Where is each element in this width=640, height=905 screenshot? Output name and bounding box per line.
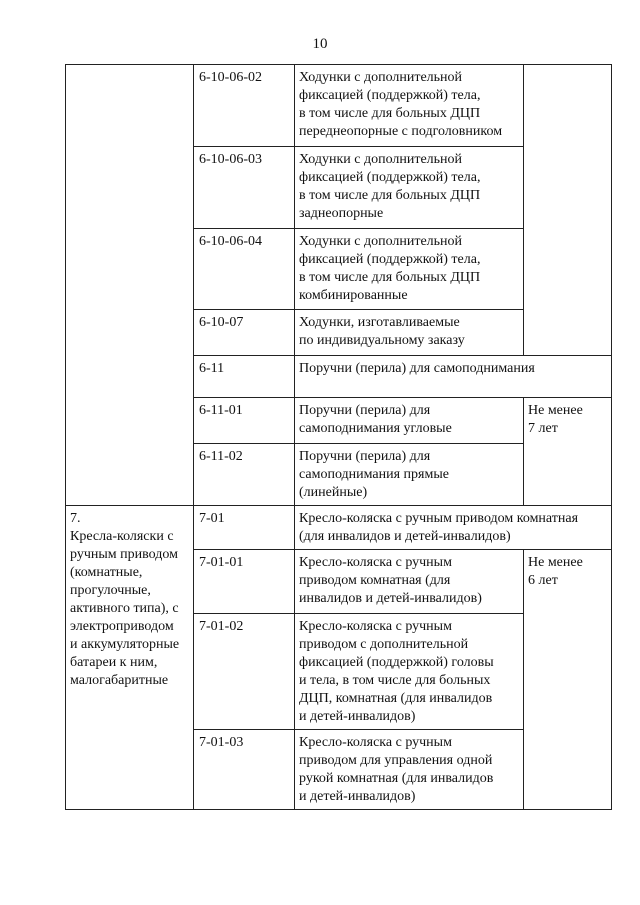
- name-cell: Кресло-коляска с ручным приводом с дополнительной фиксацией (поддержкой) головы и тела, в том числе для больных ДЦП, комнатная (для инвалидов и детей-инвалидов): [295, 614, 524, 730]
- term-cell: Не менее 6 лет: [524, 550, 612, 810]
- name-cell: Поручни (перила) для самоподнимания: [295, 356, 612, 398]
- table-row: [66, 506, 612, 550]
- code-cell: 7-01-01: [194, 550, 295, 614]
- name-cell: Кресло-коляска с ручным приводом комнатная (для инвалидов и детей-инвалидов): [295, 506, 612, 550]
- table-row: [66, 65, 612, 147]
- category-cell-empty: [66, 65, 194, 506]
- code-cell: 6-10-07: [194, 310, 295, 356]
- name-cell: Ходунки, изготавливаемые по индивидуальному заказу: [295, 310, 524, 356]
- name-cell: Поручни (перила) для самоподнимания прямые (линейные): [295, 444, 524, 506]
- term-cell-empty: [524, 65, 612, 356]
- code-cell: 7-01: [194, 506, 295, 550]
- term-cell: Не менее 7 лет: [524, 398, 612, 506]
- code-cell: 6-10-06-02: [194, 65, 295, 147]
- code-cell: 6-11-01: [194, 398, 295, 444]
- page-number: 10: [312, 36, 328, 52]
- code-cell: 6-11: [194, 356, 295, 398]
- category-cell: 7. Кресла-коляски с ручным приводом (комнатные, прогулочные, активного типа), с электроприводом и аккумуляторные батареи к ним, малогабаритные: [66, 506, 194, 810]
- code-cell: 7-01-03: [194, 730, 295, 810]
- name-cell: Ходунки с дополнительной фиксацией (поддержкой) тела, в том числе для больных ДЦП переднеопорные с подголовником: [295, 65, 524, 147]
- code-cell: 6-10-06-04: [194, 229, 295, 310]
- name-cell: Поручни (перила) для самоподнимания угловые: [295, 398, 524, 444]
- name-cell: Ходунки с дополнительной фиксацией (поддержкой) тела, в том числе для больных ДЦП комбинированные: [295, 229, 524, 310]
- name-cell: Кресло-коляска с ручным приводом комнатная (для инвалидов и детей-инвалидов): [295, 550, 524, 614]
- rehabilitation-means-table: [65, 64, 612, 810]
- code-cell: 7-01-02: [194, 614, 295, 730]
- name-cell: Кресло-коляска с ручным приводом для управления одной рукой комнатная (для инвалидов и детей-инвалидов): [295, 730, 524, 810]
- name-cell: Ходунки с дополнительной фиксацией (поддержкой) тела, в том числе для больных ДЦП заднеопорные: [295, 147, 524, 229]
- code-cell: 6-10-06-03: [194, 147, 295, 229]
- code-cell: 6-11-02: [194, 444, 295, 506]
